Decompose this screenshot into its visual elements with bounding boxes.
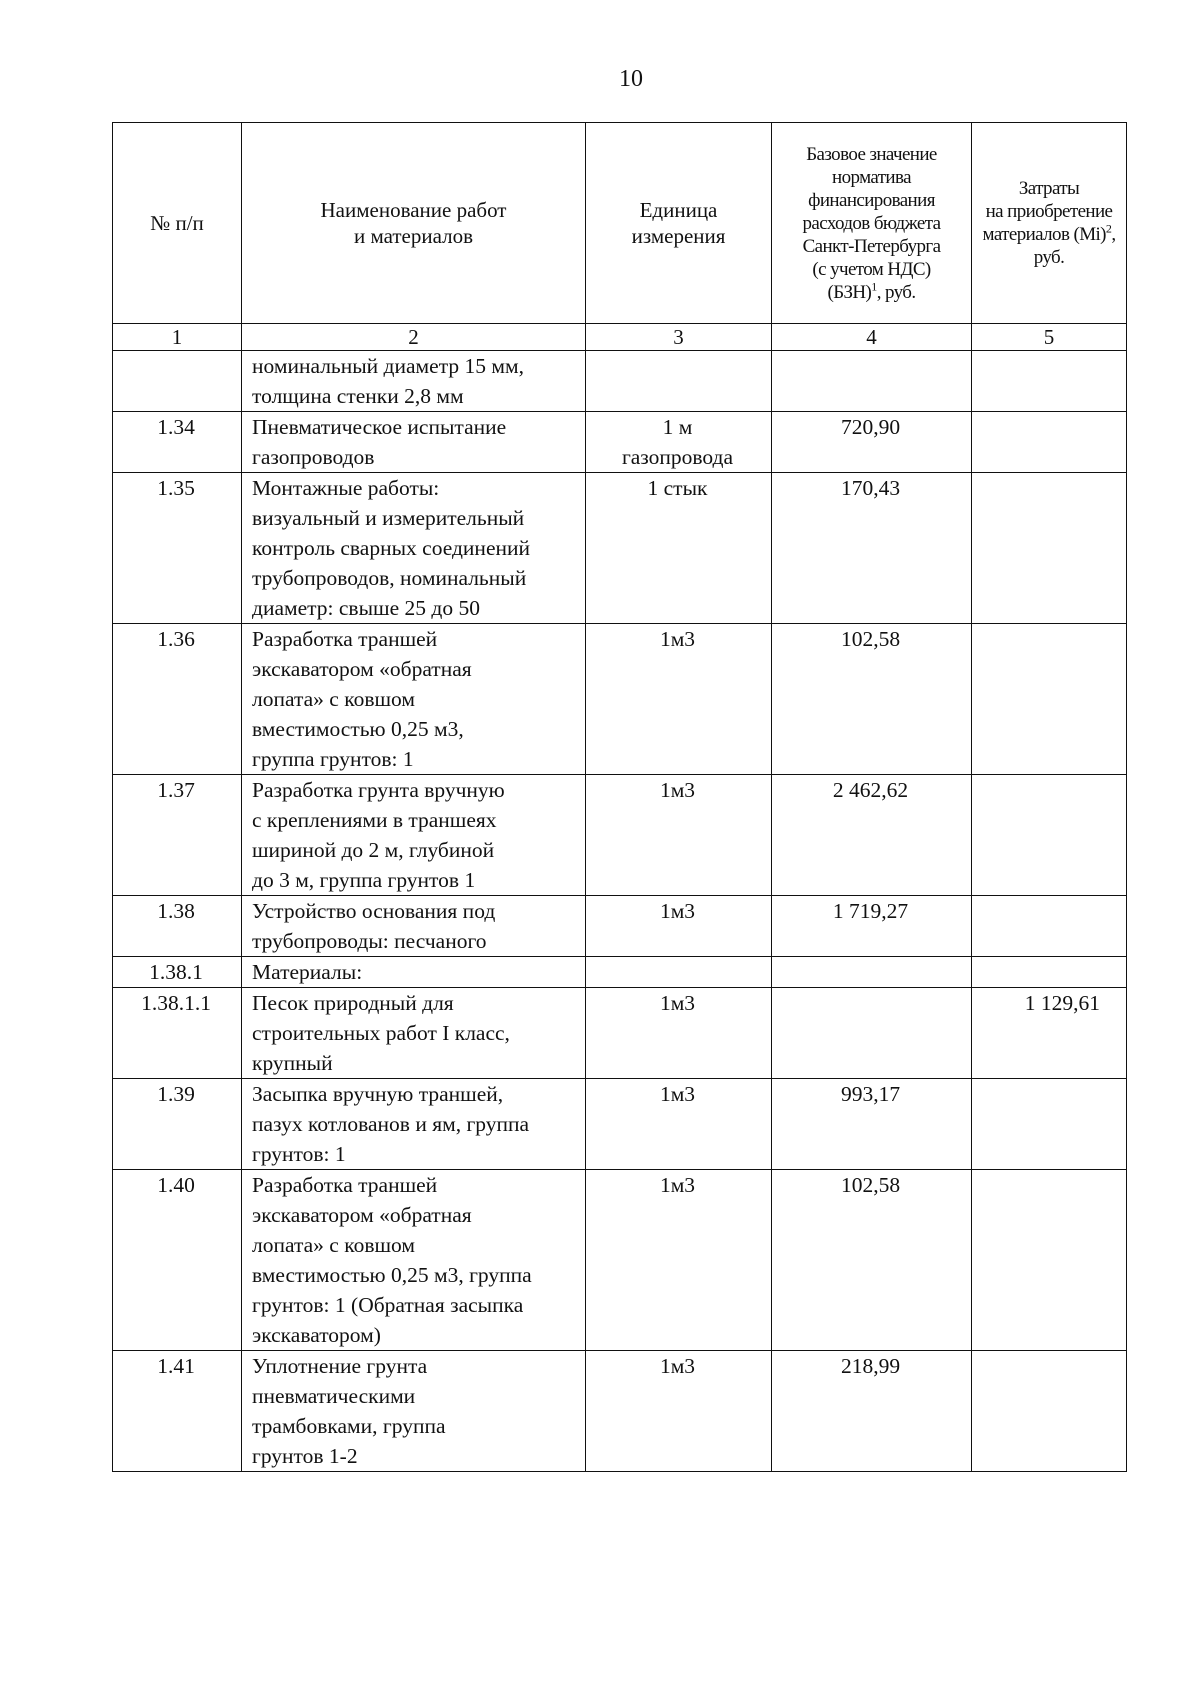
work-name [242,988,586,1079]
base-value [772,351,972,412]
unit [586,896,772,957]
unit-line: 1м3 [659,1173,696,1197]
table-row [113,624,1127,775]
row-number: 1.34 [113,412,242,473]
work-name-line: пазух котлованов и ям, группа [252,1112,530,1136]
row-number: 1.39 [113,1079,242,1170]
unit [586,775,772,896]
work-name-line: грунтов: 1 (Обратная засыпка [252,1293,524,1317]
work-name-line: Разработка грунта вручную [252,778,505,802]
base-value: 2 462,62 [772,775,972,896]
work-name-line: экскаватором «обратная [252,1203,472,1227]
table-row [113,1079,1127,1170]
work-name-line: пневматическими [252,1384,416,1408]
work-name-line: газопроводов [252,445,375,469]
material-cost [972,896,1127,957]
unit-line: 1м3 [659,1354,696,1378]
work-name-line: трубопроводы: песчаного [252,929,487,953]
column-number: 5 [972,324,1127,351]
work-name-line: вместимостью 0,25 м3, [252,717,464,741]
work-name-line: Засыпка вручную траншей, [252,1082,504,1106]
unit-line: 1 стык [647,476,708,500]
work-name-line: номинальный диаметр 15 мм, [252,354,524,378]
row-number: 1.38.1 [113,957,242,988]
material-cost [972,473,1127,624]
works-table [112,122,1127,1472]
unit [586,957,772,988]
work-name-line: лопата» с ковшом [252,1233,415,1257]
work-name-line: трубопроводов, номинальный [252,566,527,590]
work-name-line: грунтов 1-2 [252,1444,358,1468]
unit-line: 1м3 [659,899,696,923]
header-material-cost: Затраты на приобретение материалов $(Mi)^2$, руб. [972,123,1127,324]
table-row [113,957,1127,988]
header-base-value: Базовое значение норматива финансирования расходов бюджета Санкт-Петербурга (с учетом НДС) (БЗН)$^1$, руб. [772,123,972,324]
unit-line: 1м3 [659,778,696,802]
material-cost [972,1170,1127,1351]
table-body [113,351,1127,1472]
work-name-line: группа грунтов: 1 [252,747,414,771]
unit-line: 1м3 [659,991,696,1015]
work-name-line: визуальный и измерительный [252,506,525,530]
header-number: № п/п [113,123,242,324]
work-name-line: Разработка траншей [252,627,438,651]
row-number: 1.41 [113,1351,242,1472]
work-name-line: до 3 м, группа грунтов 1 [252,868,476,892]
work-name [242,473,586,624]
work-name [242,957,586,988]
row-number: 1.40 [113,1170,242,1351]
table-row [113,473,1127,624]
unit [586,1079,772,1170]
work-name [242,1351,586,1472]
table-row [113,896,1127,957]
column-number: 2 [242,324,586,351]
base-value: 993,17 [772,1079,972,1170]
row-number: 1.38.1.1 [113,988,242,1079]
row-number: 1.35 [113,473,242,624]
work-name-line: лопата» с ковшом [252,687,415,711]
table-row [113,412,1127,473]
row-number [113,351,242,412]
material-cost: 1 129,61 [972,988,1127,1079]
base-value [772,957,972,988]
column-number: 3 [586,324,772,351]
work-name [242,624,586,775]
base-value: 720,90 [772,412,972,473]
work-name-line: Материалы: [252,960,363,984]
table-header-row [113,123,1127,324]
material-cost [972,775,1127,896]
unit-line: 1м3 [659,627,696,651]
unit [586,624,772,775]
unit-line: 1 м [662,415,693,439]
table-row [113,351,1127,412]
work-name-line: трамбовками, группа [252,1414,446,1438]
row-number: 1.37 [113,775,242,896]
work-name-line: экскаватором «обратная [252,657,472,681]
unit [586,1351,772,1472]
material-cost [972,957,1127,988]
unit [586,351,772,412]
work-name-line: Уплотнение грунта [252,1354,428,1378]
table-row [113,1351,1127,1472]
unit [586,473,772,624]
table-row [113,775,1127,896]
material-cost [972,1079,1127,1170]
material-cost [972,351,1127,412]
unit [586,1170,772,1351]
material-cost [972,624,1127,775]
work-name [242,775,586,896]
work-name-line: Песок природный для [252,991,454,1015]
work-name-line: Монтажные работы: [252,476,440,500]
work-name-line: Разработка траншей [252,1173,438,1197]
row-number: 1.38 [113,896,242,957]
work-name-line: вместимостью 0,25 м3, группа [252,1263,532,1287]
work-name-line: Устройство основания под [252,899,496,923]
material-cost [972,1351,1127,1472]
work-name-line: толщина стенки 2,8 мм [252,384,464,408]
work-name-line: грунтов: 1 [252,1142,346,1166]
work-name [242,351,586,412]
header-name: Наименование работ и материалов [242,123,586,324]
base-value: 102,58 [772,1170,972,1351]
work-name-line: с креплениями в траншеях [252,808,497,832]
table-row [113,1170,1127,1351]
unit-line: 1м3 [659,1082,696,1106]
column-number-row [113,324,1127,351]
header-unit: Единица измерения [586,123,772,324]
column-number: 4 [772,324,972,351]
work-name-line: крупный [252,1051,333,1075]
table-row [113,988,1127,1079]
material-cost [972,412,1127,473]
base-value: 170,43 [772,473,972,624]
page-number: 10 [619,66,643,92]
base-value: 218,99 [772,1351,972,1472]
base-value: 1 719,27 [772,896,972,957]
work-name-line: диаметр: свыше 25 до 50 [252,596,480,620]
work-name [242,1079,586,1170]
work-name [242,1170,586,1351]
work-name-line: шириной до 2 м, глубиной [252,838,495,862]
unit-line: газопровода [621,445,734,469]
base-value: 102,58 [772,624,972,775]
work-name-line: контроль сварных соединений [252,536,530,560]
unit [586,988,772,1079]
base-value [772,988,972,1079]
work-name-line: экскаватором) [252,1323,381,1347]
work-name [242,896,586,957]
row-number: 1.36 [113,624,242,775]
unit [586,412,772,473]
work-name [242,412,586,473]
work-name-line: строительных работ I класс, [252,1021,510,1045]
work-name-line: Пневматическое испытание [252,415,507,439]
column-number: 1 [113,324,242,351]
